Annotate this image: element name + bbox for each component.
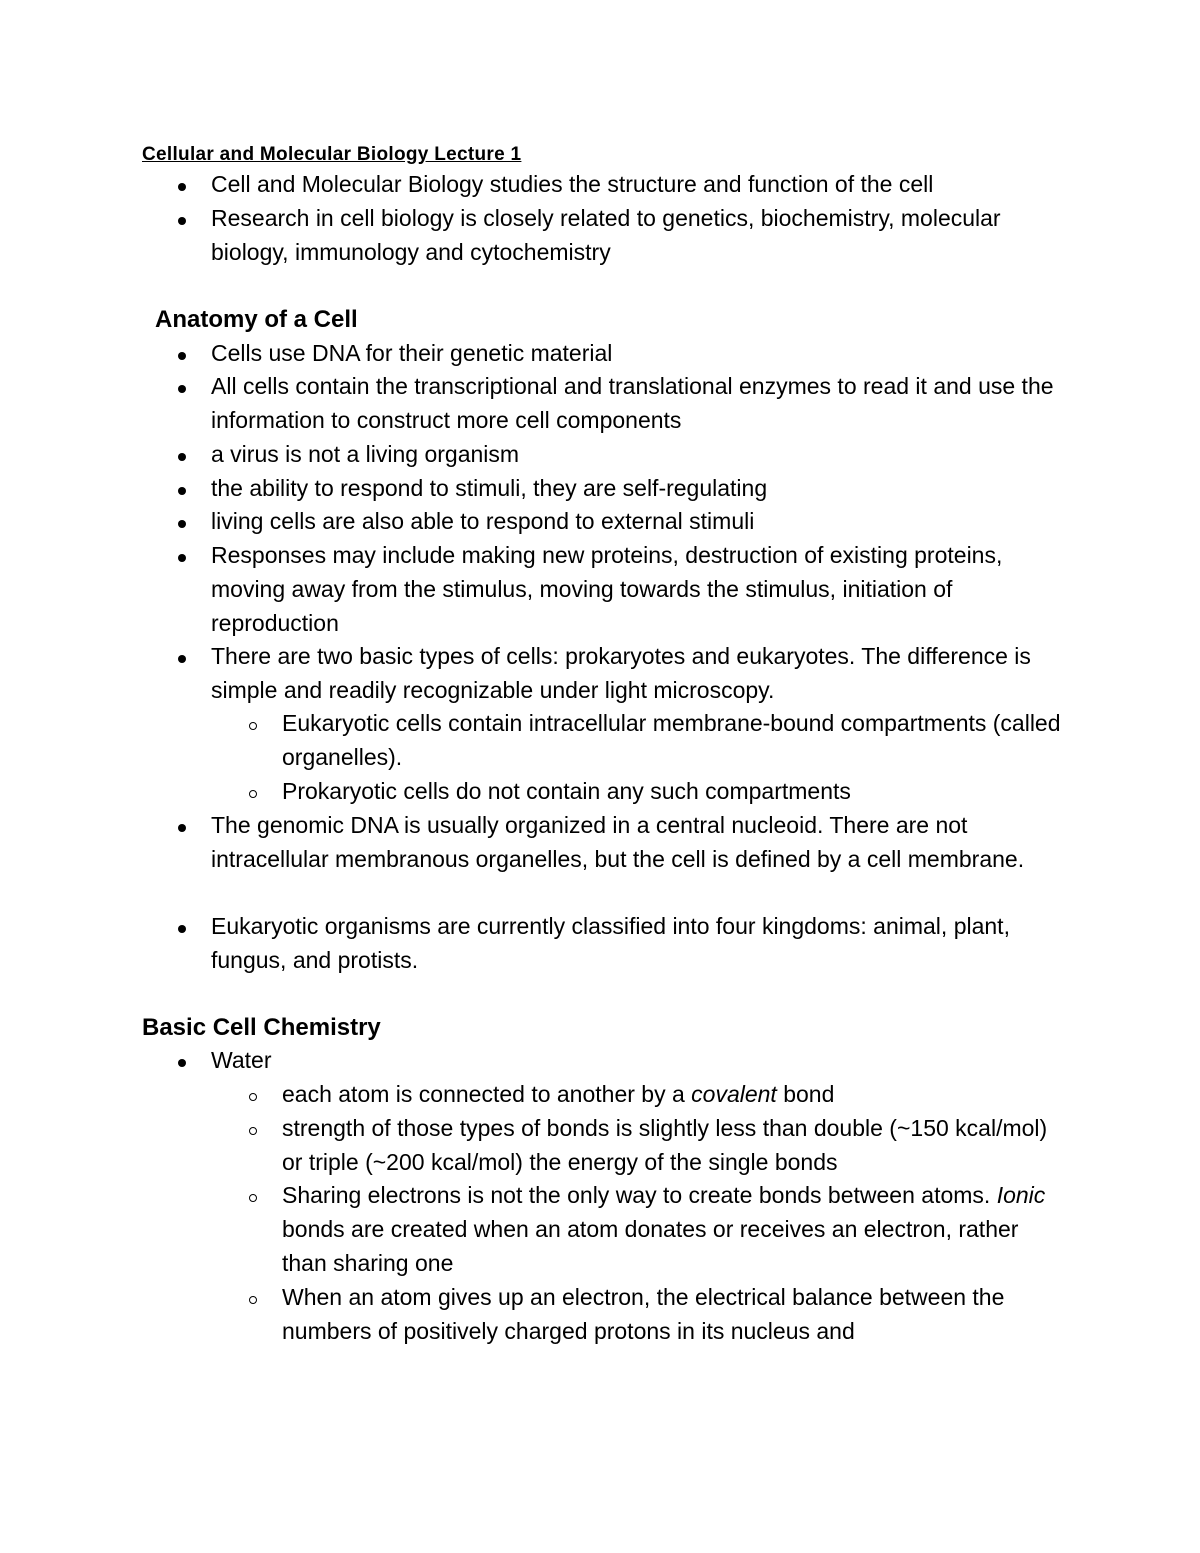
sub-list-item: Prokaryotic cells do not contain any such compartments	[282, 778, 851, 804]
list-item: living cells are also able to respond to external stimuli	[211, 508, 755, 534]
sub-list-item: strength of those types of bonds is slightly less than double (~150 kcal/mol) or triple (~200 kcal/mol) the energy of the single bonds	[282, 1115, 1048, 1175]
list-item: There are two basic types of cells: prokaryotes and eukaryotes. The difference is simple and readily recognizable under light microscopy.	[211, 643, 1031, 703]
text-run: each atom is connected to another by a	[282, 1081, 692, 1107]
list-item: Cells use DNA for their genetic material	[211, 340, 613, 366]
list-item: The genomic DNA is usually organized in a central nucleoid. There are not intracellular membranous organelles, but the cell is defined by a cell membrane.	[211, 812, 1025, 872]
emphasis-ionic: Ionic	[996, 1182, 1046, 1208]
sub-list-item	[282, 1179, 1062, 1280]
list-item: Cell and Molecular Biology studies the structure and function of the cell	[211, 171, 934, 197]
text-run: Sharing electrons is not the only way to create bonds between atoms.	[282, 1182, 997, 1208]
list-item: Eukaryotic organisms are currently classified into four kingdoms: animal, plant, fungus, and protists.	[211, 913, 1010, 973]
list-item: Research in cell biology is closely related to genetics, biochemistry, molecular biology, immunology and cytochemistry	[211, 205, 1001, 265]
list-item: a virus is not a living organism	[211, 441, 520, 467]
bullet-icon	[178, 554, 186, 562]
bullet-icon	[178, 385, 186, 393]
bullet-icon	[178, 217, 186, 225]
sub-bullet-icon	[249, 1194, 257, 1202]
document-title: Cellular and Molecular Biology Lecture 1	[142, 144, 522, 165]
emphasis-covalent: covalent	[691, 1081, 777, 1107]
list-item: Water	[211, 1047, 272, 1073]
section-heading-chemistry: Basic Cell Chemistry	[142, 1014, 381, 1041]
sub-bullet-icon	[249, 722, 257, 730]
list-item: Responses may include making new proteins, destruction of existing proteins, moving away from the stimulus, moving towards the stimulus, initiation of reproduction	[211, 542, 1003, 636]
sub-list-item: When an atom gives up an electron, the electrical balance between the numbers of positively charged protons in its nucleus and	[282, 1284, 1005, 1344]
sub-bullet-icon	[249, 1093, 257, 1101]
bullet-icon	[178, 655, 186, 663]
bullet-icon	[178, 824, 186, 832]
sub-bullet-icon	[249, 790, 257, 798]
list-item: All cells contain the transcriptional and translational enzymes to read it and use the information to construct more cell components	[211, 373, 1054, 433]
sub-bullet-icon	[249, 1127, 257, 1135]
bullet-icon	[178, 487, 186, 495]
sub-bullet-icon	[249, 1296, 257, 1304]
sub-list-item	[282, 1078, 1062, 1112]
bullet-icon	[178, 925, 186, 933]
text-run: bond	[776, 1081, 835, 1107]
bullet-icon	[178, 520, 186, 528]
bullet-icon	[178, 183, 186, 191]
section-heading-anatomy: Anatomy of a Cell	[155, 306, 358, 333]
list-item: the ability to respond to stimuli, they are self-regulating	[211, 475, 768, 501]
bullet-icon	[178, 352, 186, 360]
sub-list-item: Eukaryotic cells contain intracellular membrane-bound compartments (called organelles).	[282, 710, 1061, 770]
text-run: bonds are created when an atom donates or receives an electron, rather than sharing one	[282, 1215, 1019, 1276]
bullet-icon	[178, 1059, 186, 1067]
bullet-icon	[178, 453, 186, 461]
